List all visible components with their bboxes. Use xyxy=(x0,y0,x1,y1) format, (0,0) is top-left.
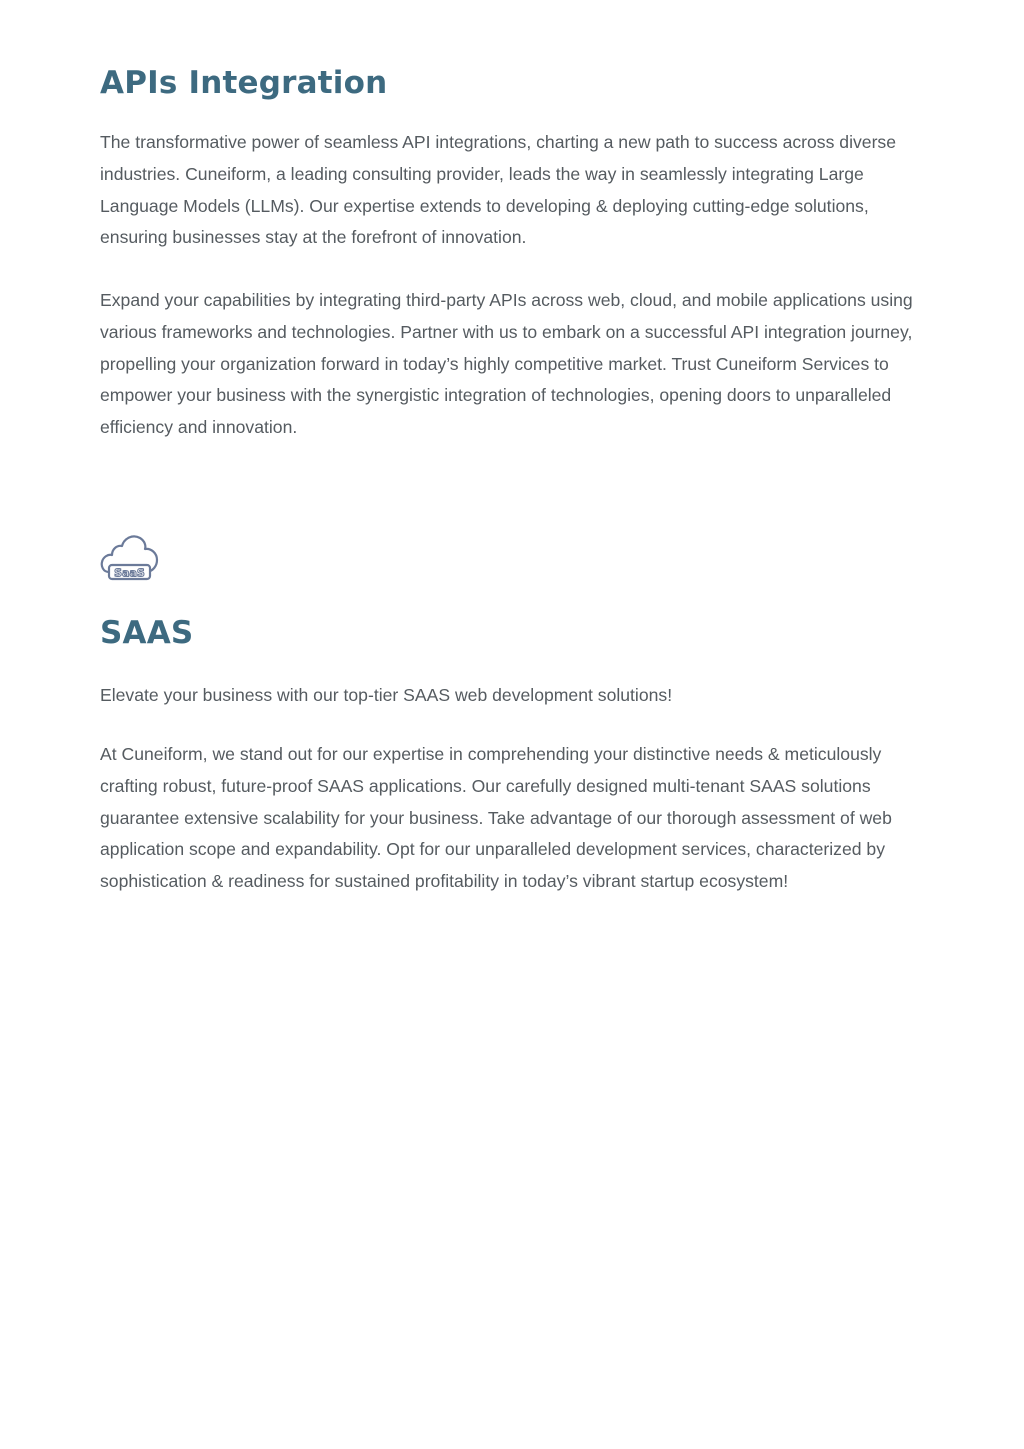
apis-intro-paragraph: The transformative power of seamless API integrations, charting a new path to success across diverse industries. Cuneiform, a leading consulting provider, leads the way in seamlessly integrating Large Language Models (LLMs). Our expertise extends to developing & deploying cutting-edge solutions, ensuring businesses stay at the forefront of innovation. xyxy=(100,132,897,248)
apis-integration-heading: APIs Integration xyxy=(100,65,388,101)
saas-cloud-icon xyxy=(100,532,160,584)
apis-capabilities-paragraph: Expand your capabilities by integrating third-party APIs across web, cloud, and mobile applications using various frameworks and technologies. Partner with us to embark on a successful API integration journey, propelling your organization forward in today’s highly competitive market. Trust Cuneiform Services to empower your business with the synergistic integration of technologies, opening doors to unparalleled efficiency and innovation. xyxy=(100,290,913,438)
saas-icon-label: SaaS xyxy=(114,566,145,580)
saas-details-paragraph: At Cuneiform, we stand out for our expertise in comprehending your distinctive needs & meticulously crafting robust, future-proof SAAS applications. Our carefully designed multi-tenant SAAS solutions guarantee extensive scalability for your business. Take advantage of our thorough assessment of web application scope and expandability. Opt for our unparalleled development services, characterized by sophistication & readiness for sustained profitability in today’s vibrant startup ecosystem! xyxy=(100,744,892,892)
saas-tagline-paragraph: Elevate your business with our top-tier SAAS web development solutions! xyxy=(100,685,673,705)
saas-heading: SAAS xyxy=(100,615,194,651)
